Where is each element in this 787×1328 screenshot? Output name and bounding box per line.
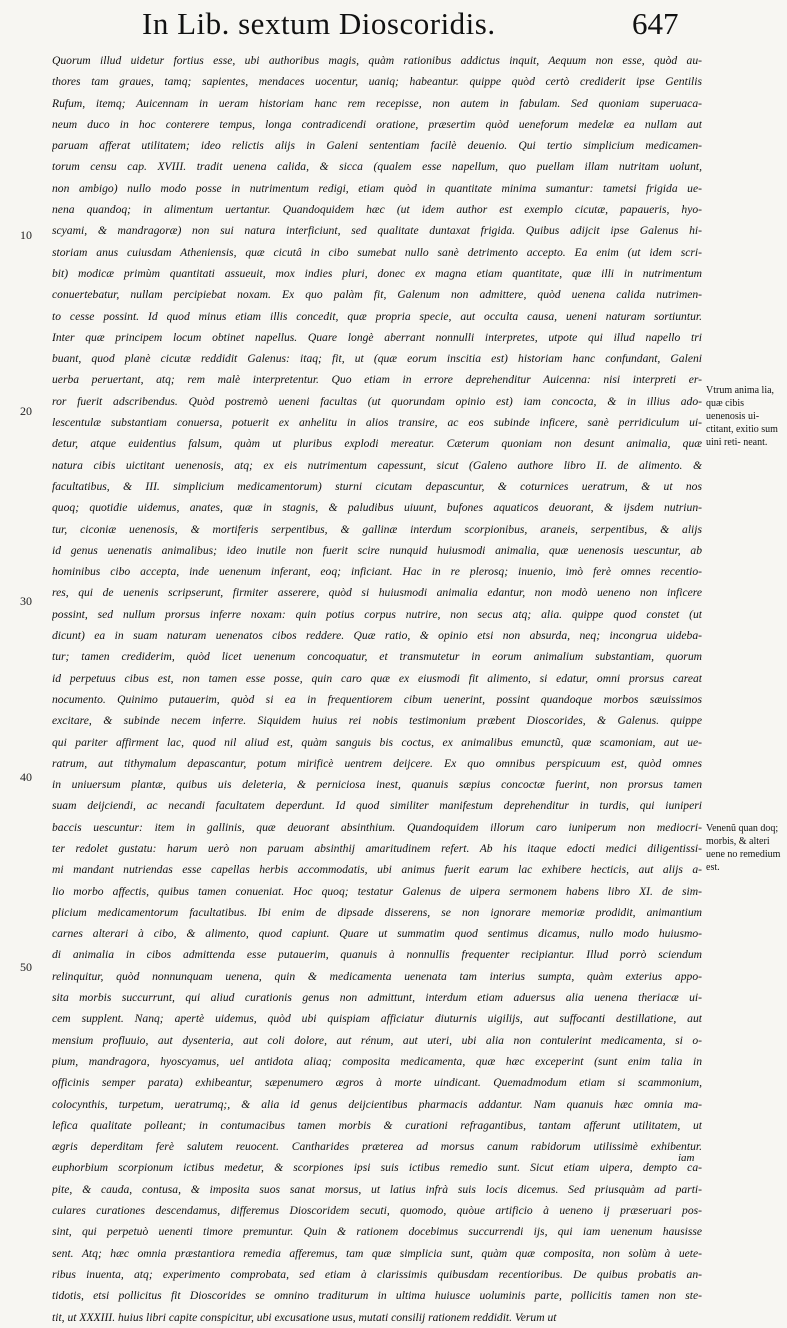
text-line: quoq; quotidie uidemus, anates, quæ in stagnis, & paludibus uiuunt, bufones aquaticos deuorant, & ijsdem nutriun- xyxy=(52,501,702,515)
line-number: 10 xyxy=(20,228,32,242)
margin-note: Venenũ quan doq; morbis, & alteri uene no remedium est. xyxy=(706,823,781,873)
text-line: res, qui de uenenis scripserunt, firmiter asserere, quòd si huiusmodi animalia edantur, non modò ueneno non inficere xyxy=(52,586,702,600)
text-line: lio morbo affectis, quibus tamen conueniat. Hoc quoq; testatur Galenus de uipera sermonem habens libro XI. de sim- xyxy=(52,884,702,898)
catchword: iam xyxy=(678,1152,695,1164)
text-line: carnes alterari à cibo, & alimento, quod capiunt. Quare ut summatim quod sentimus dicamus, nullo modo huiusmo- xyxy=(52,927,702,941)
text-line: mi mandant nutriendas esse capellas herbis accommodatis, ubi animus fuerit earum lac exhibere hecticis, aut alijs a- xyxy=(52,863,702,877)
line-number: 30 xyxy=(20,594,32,608)
text-line: pite, & cauda, contusa, & imposita suos sanat morsus, ut latius infrà suis locis dicemus. Sed priusquàm ad parti- xyxy=(52,1182,702,1196)
text-line: natura cibis uictitant uenenosis, atq; ex eis nutrimentum capessunt, sicut (Galeno authore libro II. de alimento. & xyxy=(52,458,702,472)
text-line: buant, quod planè cicutæ reddidit Galenus: itaq; fit, ut (quæ eorum inscitia est) historiam hanc confundant, Galeni xyxy=(52,352,702,366)
text-line: neum duco in hoc conterere tempus, longa contradicendi oratione, præsertim quòd ueneforum medelæ ea nullam aut xyxy=(52,117,702,131)
text-line: to cesse possint. Id quod minus etiam illis concedit, quæ propria specie, aut occulta causa, ueneni naturam sortiuntur. xyxy=(52,309,702,323)
text-line: officinis semper parata) exhibeantur, sæpenumero ægros à morte uindicant. Quemadmodum etiam si scammonium, xyxy=(52,1076,702,1090)
text-line: non ambigo) nullo modo posse in nutrimentum redigi, etiam quòd in quantitate minima sumantur: tametsi frigida ue- xyxy=(52,181,702,195)
body-text xyxy=(52,50,702,1328)
text-line: lefica qualitate polleant; in contumacibus tamen morbis & curationi refragantibus, tantam afferunt utilitatem, ut xyxy=(52,1118,702,1132)
text-line: excitare, & subinde necem inferre. Siquidem huius rei nobis testimonium præbent Dioscorides, & Galenus. quippe xyxy=(52,714,702,728)
text-line: qui pariter affirment lac, quod nil aliud est, quàm sanguis bis coctus, ex animalibus emunctũ, quæ scamoniam, aut ue- xyxy=(52,735,702,749)
text-line: plicium medicamentorum facultatibus. Ibi enim de dipsade disserens, se non ignorare memoriæ prodidit, animantium xyxy=(52,905,702,919)
text-line: Rufum, itemq; Auicennam in ueram historiam hanc rem recepisse, non autem in fabulam. Sed quoniam superuaca- xyxy=(52,96,702,110)
text-line: Quorum illud uidetur fortius esse, ubi authoribus magis, quàm rationibus addictus inquit, Aequum non esse, quòd au- xyxy=(52,54,702,67)
text-line: torum censu cap. XVIII. tradit uenena calida, & sicca (qualem esse napellum, quo puellam illam nutritam uolunt, xyxy=(52,160,702,174)
text-line: sent. Atq; hæc omnia præstantiora remedia afferemus, tam quæ simplicia sunt, quàm quæ composita, non solùm à uete- xyxy=(52,1246,702,1260)
text-line: di animalia in cibos admittenda esse putauerim, quanuis à nonnullis frequenter recipiantur. Illud porrò sciendum xyxy=(52,948,702,962)
text-line: detur, atque euidentius falsum, quàm ut pluribus explodi mereatur. Cæterum quoniam non desunt animalia, quæ xyxy=(52,437,702,451)
margin-note: Vtrum anima lia, quæ cibis uenenosis ui- ctitant, exitio sum uini reti- neant. xyxy=(706,385,778,448)
text-line: tur, ciconiæ uenenosis, & mortiferis serpentibus, & gallinæ interdum scorpionibus, araneis, serpentibus, & alijs xyxy=(52,522,702,536)
text-line: lescentulæ substantiam conuersa, potuerit ex anhelitu in alios transire, ac eos subinde inficere, sanè perridiculum ui- xyxy=(52,416,702,430)
text-line: relinquitur, quòd nonnunquam uenena, quin & medicamenta uenenata tam interius sumpta, quàm exterius appo- xyxy=(52,969,702,983)
text-line: in uniuersum plantæ, quibus uis deleteria, & perniciosa inest, quanuis sæpius concoctæ fuerint, non prorsus tamen xyxy=(52,778,702,792)
text-line: cem supplent. Nanq; apertè uidemus, quòd ubi quispiam afficiatur diuturnis uigilijs, aut suffocanti destillatione, aut xyxy=(52,1012,702,1026)
text-line: possint, sed nullum prorsus inferre noxam: quin potius corpus nutrire, non secus atq; alia. quippe quod constet (ut xyxy=(52,607,702,621)
text-line: scyami, & mandragoræ) non sui natura interficiunt, sed qualitate duntaxat frigida. Quibus adijcit ipse Galenus hi- xyxy=(52,224,702,238)
text-line: ægris deperditam ferè salutem reuocent. Cantharides præterea ad morsus canum rabidorum utilissimè exhibentur. xyxy=(52,1140,702,1154)
line-number: 20 xyxy=(20,404,32,418)
text-line: ratrum, aut tithymalum depascantur, potum mirificè uentrem deijcere. Ex quo omnibus perspicuum est, quòd omnes xyxy=(52,756,702,770)
text-line: dicunt) ea in suam naturam uenenatos cibos reddere. Quæ ratio, & opinio etsi non absurda, neq; incongrua uideba- xyxy=(52,629,702,643)
page-number: 647 xyxy=(632,6,679,41)
text-line: conuertebatur, nullam percipiebat noxam. Ex quo palàm fit, Galenum non admittere, quòd uenena calida nutrimen- xyxy=(52,288,702,302)
text-line: culares curationes descendamus, differemus Dioscoridem secuti, quomodo, quòue artificio à ueneno ij præseruari pos- xyxy=(52,1204,702,1218)
text-line: tur; tamen crediderim, quòd licet uenenum concoquatur, et transmutetur in eorum animalium substantiam, quorum xyxy=(52,650,702,664)
text-line: sint, qui perpetuò uenenti timore premuntur. Quin & rationem docebimus succurrendi ijs, qui iam uenenum hausisse xyxy=(52,1225,702,1239)
text-line: suam deijciendi, ac necandi facultatem deperdunt. Id quod similiter manifestum deprehenditur in turdis, qui iuniperi xyxy=(52,799,702,813)
text-line: mensium profluuio, aut dysenteria, aut coli dolore, aut rénum, aut uteri, ubi alia non contulerint medicamenta, si o- xyxy=(52,1033,702,1047)
page-header xyxy=(0,4,787,44)
text-line: hominibus cibo accepta, inde uenenum inferant, eoq; inficiant. Hac in re plerosq; inuenio, imò ferè omnes recentio- xyxy=(52,565,702,579)
text-line: sita morbis succurrunt, qui aliud curationis genus non admittunt, interdum etiam aduersus alia uenena theriacæ ui- xyxy=(52,991,702,1005)
text-line: pium, mandragora, hyoscyamus, uel antidota aliaq; composita medicamenta, quæ hæc exceperint (sunt enim talia in xyxy=(52,1054,702,1068)
line-number: 50 xyxy=(20,960,32,974)
text-line: bit) modicæ primùm quantitati assueuit, mox indies pluri, donec ex magna etiam quantitate, quæ illi in nutrimentum xyxy=(52,266,702,280)
text-line: id genus uenenatis animalibus; ideo inutile non fuerit scire nunquid huiusmodi animalia, quæ uenenosis uescuntur, ab xyxy=(52,543,702,557)
line-number: 40 xyxy=(20,770,32,784)
running-title: In Lib. sextum Dioscoridis. xyxy=(142,6,496,41)
text-line: colocynthis, turpetum, ueratrumq;, & alia id genus deijcientibus pharmacis addantur. Nam quanuis hæc omnia ma- xyxy=(52,1097,702,1111)
text-line: tidotis, etsi pollicitus fit Dioscorides se omnino traditurum in ultima huiusce uoluminis parte, pollicitis tamen non ste- xyxy=(52,1289,702,1303)
text-line: uerba peruertant, atq; rem malè interpretentur. Quo etiam in errore deprehenditur Auicenna: nisi interpreti er- xyxy=(52,373,702,387)
text-line: storiam anus cuiusdam Atheniensis, quæ cicutâ in cibo sumebat nullo sanè detrimento accepto. Ea enim (ut idem scri- xyxy=(52,245,702,259)
text-line: paruam afferat utilitatem; ideo relictis alijs in Galeni sententiam facilè deuenio. Qui tertio simplicium medicamen- xyxy=(52,139,702,153)
text-line: ter redolet gustatu: harum uerò non paruam absinthij amaritudinem refert. Ab his itaque edocti medici diligentissi- xyxy=(52,841,702,855)
text-line: baccis uescuntur: item in gallinis, quæ deuorant absinthium. Quandoquidem illorum caro iuniperum non mediocri- xyxy=(52,820,702,834)
text-line: nocumento. Quinimo putauerim, quòd si ea in frequentiorem cibum uenerint, possint quandoque morbos sæuissimos xyxy=(52,692,702,706)
text-line: facultatibus, & III. simplicium medicamentorum) sturni cicutam depascuntur, & coturnices ueratrum, & ut nos xyxy=(52,479,702,493)
text-line: id perpetuus cibus est, non tamen esse posse, quin caro quæ ex eiusmodi fit alimento, si edatur, omni prorsus careat xyxy=(52,671,702,685)
text-line: thores tam graues, tamq; sapientes, mendaces uocentur, uaniq; habeantur. quippe quòd certò crediderit ipse Gentilis xyxy=(52,75,702,89)
text-line: euphorbium scorpionum ictibus medetur, & scorpiones ipsi suis ictibus remedio sunt. Sicut etiam uipera, dempto ca- xyxy=(52,1161,702,1175)
text-line: ror fuerit adscribendus. Quòd postremò ueneni facultas (ut quorundam opinio est) iam concocta, & in illius ado- xyxy=(52,394,702,408)
text-line: nena quandoq; in alimentum uertantur. Quandoquidem hæc (ut idem author est exemplo cicutæ, papaueris, hyo- xyxy=(52,203,702,217)
text-line: Inter quæ principem locum obtinet napellus. Quare longè aberrant nonnulli interpretes, utpote qui illud napello tri xyxy=(52,330,702,344)
text-line: tit, ut XXXIII. huius libri capite conspicitur, ubi excusatione usus, mutati consilij rationem reddidit. Verum ut xyxy=(52,1310,557,1324)
text-line: ribus inuenta, atq; experimento comprobata, sed etiam à clarissimis quibusdam recentioribus. De quibus probatis an- xyxy=(52,1267,702,1281)
